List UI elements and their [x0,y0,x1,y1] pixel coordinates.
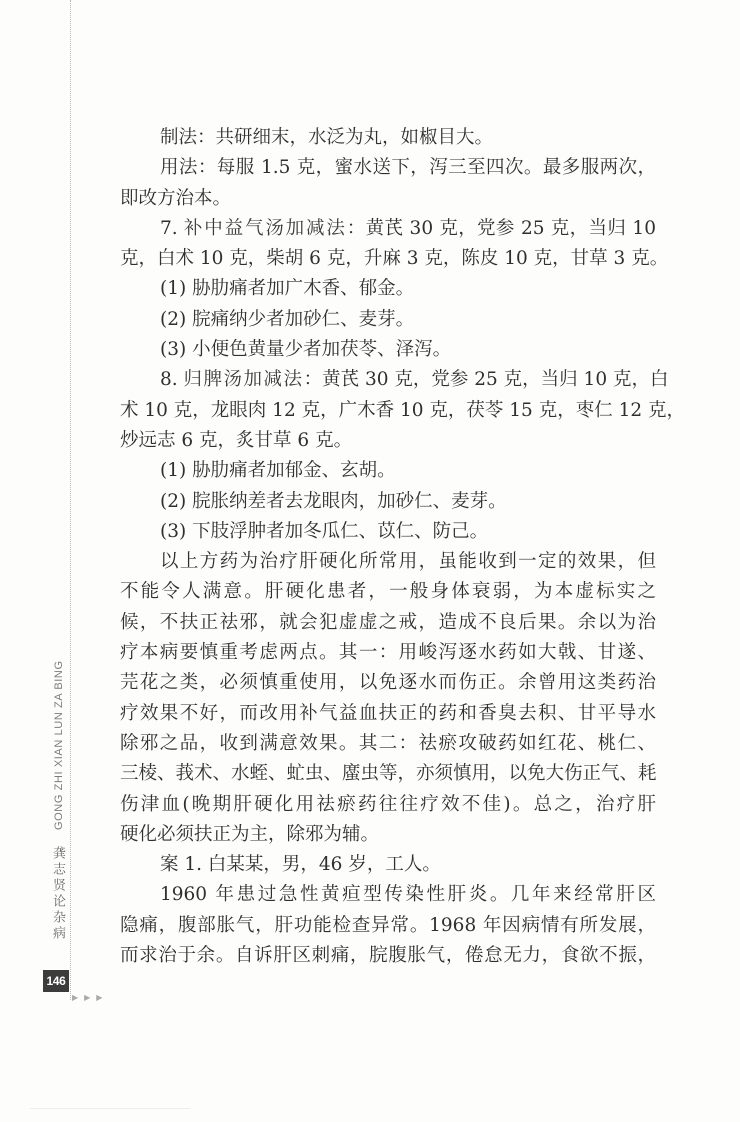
text-line: 硬化必须扶正为主，除邪为辅。 [120,823,380,845]
text-line: 不能令人满意。肝硬化患者，一般身体衰弱，为本虚标实之 [120,581,656,603]
paragraph-modification-3 [120,335,656,365]
paragraph-discussion [120,547,656,850]
text-line: (2) 脘痛纳少者加砂仁、麦芽。 [160,308,415,330]
text-line: 候，不扶正祛邪，就会犯虚虚之戒，造成不良后果。余以为治 [120,611,656,633]
running-head-chinese: 龚志贤论杂病 [50,846,65,942]
text-line: 隐痛，腹部胀气，肝功能检查异常。1968 年因病情有所发展， [120,914,656,936]
paragraph-modification-3 [120,517,656,547]
paragraph-modification-2 [120,487,656,517]
paragraph-modification-1 [120,274,656,304]
page-arrows-icon: ▶▶▶ [72,993,109,1002]
item-number: 7. [160,217,184,239]
gutter-dotted-rule [70,0,71,1000]
text-line: 即改方治本。 [120,187,232,209]
text-line: 1960 年患过急性黄疸型传染性肝炎。几年来经常肝区 [160,884,656,906]
text-line: 以上方药为治疗肝硬化所常用，虽能收到一定的效果，但 [160,551,656,573]
body-text [120,123,686,971]
text-line: 除邪之品，收到满意效果。其二：祛瘀攻破药如红花、桃仁、 [120,732,656,754]
running-head-pinyin: GONG ZHI XIAN LUN ZA BING [53,660,65,830]
text-line: 用法：每服 1.5 克，蜜水送下，泻三至四次。最多服两次， [160,157,656,179]
paragraph-case-history [120,880,656,971]
text-line: (3) 小便色黄量少者加茯苓、泽泻。 [160,339,452,361]
paragraph-preparation [120,123,656,153]
text-line: (3) 下肢浮肿者加冬瓜仁、苡仁、防己。 [160,520,489,542]
text-line: 三棱、莪术、水蛭、虻虫、䗪虫等，亦须慎用，以免大伤正气、耗 [120,763,657,785]
paragraph-formula-7 [120,214,669,275]
paragraph-usage [120,153,656,214]
text-line: 克，白术 10 克，柴胡 6 克，升麻 3 克，陈皮 10 克，甘草 3 克。 [120,248,669,270]
text-line: (1) 胁肋痛者加郁金、玄胡。 [160,460,396,482]
text-line [120,365,669,395]
text-line: 炒远志 6 克，炙甘草 6 克。 [120,429,353,451]
text-line: 伤津血(晚期肝硬化用祛瘀药往往疗效不佳)。总之，治疗肝 [120,793,656,815]
formula-ingredients: ：黄芪 30 克，党参 25 克，当归 10 [346,217,656,239]
text-line: 术 10 克，龙眼肉 12 克，广木香 10 克，茯苓 15 克，枣仁 12 克， [120,399,686,421]
text-line [120,214,656,244]
text-line: 芫花之类，必须慎重使用，以免逐水而伤正。余曾用这类药治 [120,672,656,694]
text-line: (1) 胁肋痛者加广木香、郁金。 [160,278,415,300]
page-number-badge: 146 [43,970,69,992]
formula-name: 补中益气汤加减法 [183,217,347,239]
text-line: 疗效果不好，而改用补气益血扶正的药和香臭去积、甘平导水 [120,702,656,724]
paragraph-modification-1 [120,456,656,486]
case-heading: 案 1. 白某某，男，46 岁，工人。 [160,854,441,876]
text-line: 疗本病要慎重考虑两点。其一：用峻泻逐水药如大戟、甘遂、 [120,642,656,664]
item-number: 8. [160,369,184,391]
formula-ingredients: ：黄芪 30 克，党参 25 克，当归 10 克，白 [303,369,669,391]
text-line: 制法：共研细末，水泛为丸，如椒目大。 [160,127,494,148]
formula-name: 归脾汤加减法 [183,369,304,391]
paragraph-modification-2 [120,305,656,335]
scan-artifact-line [30,1108,190,1109]
text-line: 而求治于余。自诉肝区刺痛，脘腹胀气，倦怠无力，食欲不振， [120,945,656,967]
text-line: (2) 脘胀纳差者去龙眼肉，加砂仁、麦芽。 [160,490,507,512]
paragraph-case-heading [120,850,656,880]
paragraph-formula-8 [120,365,686,456]
